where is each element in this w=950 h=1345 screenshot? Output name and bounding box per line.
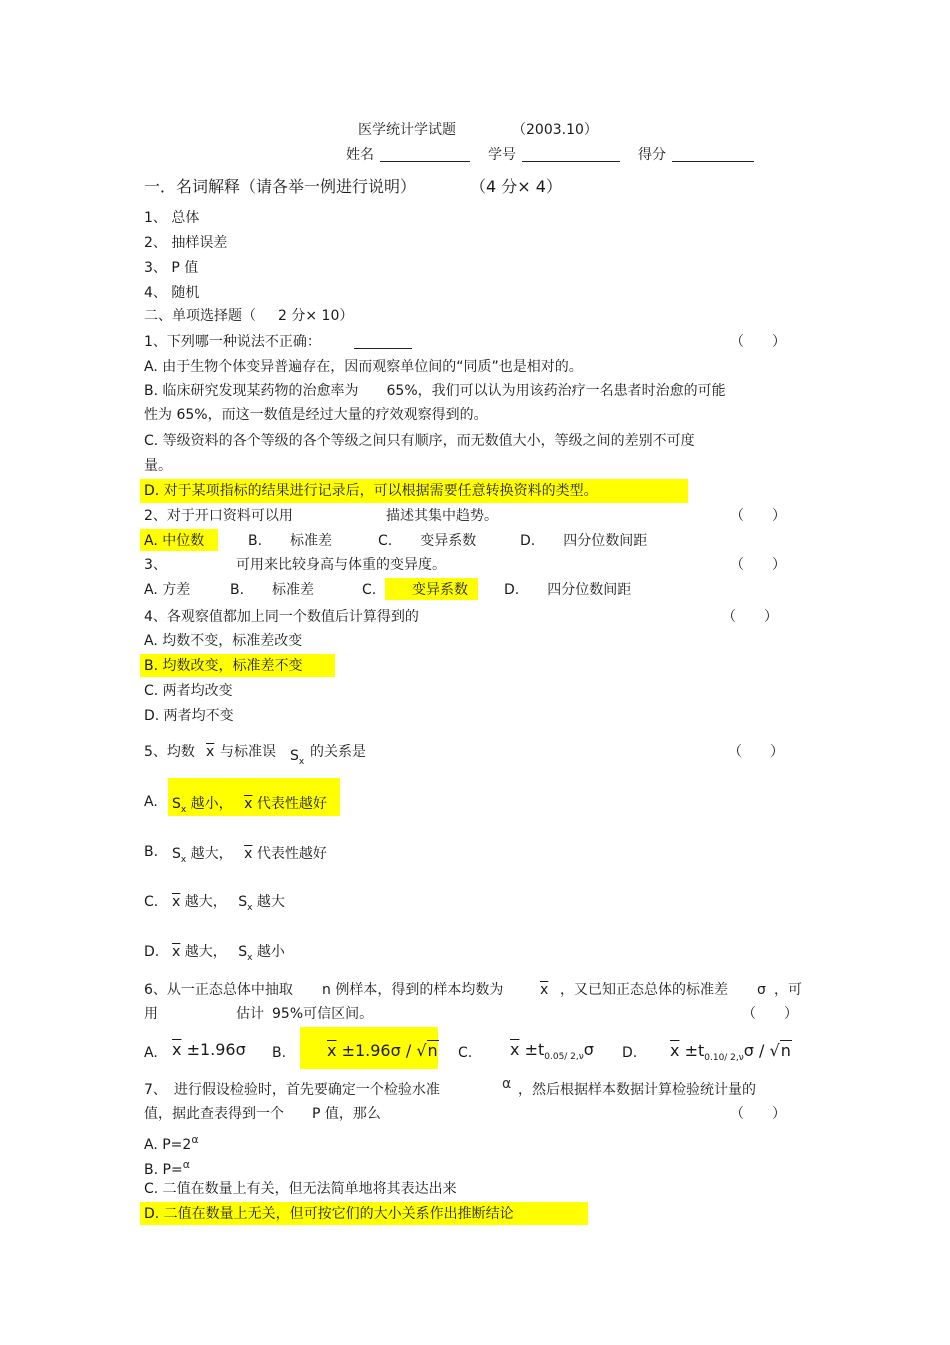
q2-option-b: B. 标准差 xyxy=(248,533,333,549)
q5-option-c: $\overline{x}$ 越大， $S_x$ 越大 xyxy=(172,894,285,913)
q1-option-a: A. 由于生物个体变异普遍存在，因而观察单位间的“同质”也是相对的。 xyxy=(144,359,583,375)
q2-stem-tail: 描述其集中趋势。 xyxy=(386,508,498,524)
q4-answer-paren: （ ） xyxy=(722,609,778,625)
q1-option-b-cont: 性为 65%，而这一数值是经过大量的疗效观察得到的。 xyxy=(144,407,488,423)
name-label: 姓名 xyxy=(346,147,374,163)
q5-stem: 5、均数 xyxy=(144,744,195,760)
q2-option-a: A. 中位数 xyxy=(144,533,205,549)
q1-answer-blank[interactable] xyxy=(354,348,412,349)
q6-stem-tail: ，可 xyxy=(774,982,802,998)
q6-option-c: $\overline{x} \pm t_{0.05/ 2,\nu}\sigma$ xyxy=(510,1040,594,1062)
q7-option-c: C. 二值在数量上有关，但无法简单地将其表达出来 xyxy=(144,1181,457,1197)
q6-stem-mid: ，又已知正态总体的标准差 xyxy=(560,982,728,998)
q4-option-a: A. 均数不变，标准差改变 xyxy=(144,633,303,649)
q7-stem-tail: ，然后根据样本数据计算检验统计量的 xyxy=(518,1082,756,1098)
q1-option-c-cont: 量。 xyxy=(144,458,172,474)
student-id-label: 学号 xyxy=(488,147,516,163)
q6-stem-line2-c: 95%可信区间。 xyxy=(272,1006,374,1022)
term-item: 1、 总体 xyxy=(144,210,200,226)
q6-xbar-symbol: $\overline{x}$ xyxy=(540,982,549,998)
q1-option-b: B. 临床研究发现某药物的治愈率为 65%，我们可以认为用该药治疗一名患者时治愈的可能 xyxy=(144,383,726,399)
q7-option-b: B. P=$^\alpha$ xyxy=(144,1158,190,1178)
student-id-field[interactable] xyxy=(522,161,620,162)
q6-answer-paren: （ ） xyxy=(742,1006,798,1022)
q1-stem: 1、下列哪一种说法不正确： xyxy=(144,334,321,350)
q6-stem-line2: 用 xyxy=(144,1006,158,1022)
page-title: 医学统计学试题 xyxy=(358,122,456,138)
q4-option-c: C. 两者均改变 xyxy=(144,683,233,699)
section2-heading: 二、单项选择题（ xyxy=(144,308,256,324)
q7-stem-line2: 值，据此查表得到一个 P 值，那么 xyxy=(144,1106,381,1122)
q5-option-a: $S_x$ 越小， $\overline{x}$ 代表性越好 xyxy=(172,796,327,815)
q3-option-c: 变异系数 xyxy=(412,582,468,598)
q3-stem: 可用来比较身高与体重的变异度。 xyxy=(236,557,446,573)
name-field[interactable] xyxy=(380,161,470,162)
q5-option-b-letter: B. xyxy=(144,844,159,860)
q1-option-c: C. 等级资料的各个等级的各个等级之间只有顺序，而无数值大小，等级之间的差别不可度 xyxy=(144,433,695,449)
q2-option-c: C. 变异系数 xyxy=(378,533,477,549)
q7-stem: 7、 进行假设检验时，首先要确定一个检验水准 xyxy=(144,1082,440,1098)
q6-option-b: $\overline{x} \pm 1.96\sigma / √n$ xyxy=(327,1041,438,1060)
q7-option-a: A. $P=2^\alpha$ xyxy=(144,1133,199,1153)
term-item: 3、 P 值 xyxy=(144,260,199,276)
q5-stem-tail: 的关系是 xyxy=(310,744,366,760)
q7-answer-paren: （ ） xyxy=(730,1106,786,1122)
section2-points: 2 分× 10） xyxy=(278,308,354,324)
q3-option-b: B. 标准差 xyxy=(230,582,315,598)
q6-option-a: $\overline{x} \pm 1.96\sigma$ xyxy=(172,1040,246,1059)
q6-sigma-symbol: σ xyxy=(757,982,766,998)
q6-stem: 6、从一正态总体中抽取 xyxy=(144,982,293,998)
score-field[interactable] xyxy=(672,161,754,162)
q5-xbar-symbol: $\overline{x}$ xyxy=(206,744,215,760)
q6-option-a-letter: A. xyxy=(144,1045,158,1061)
q2-answer-paren: （ ） xyxy=(730,508,786,524)
q2-stem: 2、对于开口资料可以用 xyxy=(144,508,293,524)
q3-answer-paren: （ ） xyxy=(730,557,786,573)
q5-stem-mid: 与标准误 xyxy=(220,744,276,760)
score-label: 得分 xyxy=(638,147,666,163)
section1-points: （4 分× 4） xyxy=(470,177,562,196)
q6-option-d-letter: D. xyxy=(622,1045,638,1061)
q5-option-a-letter: A. xyxy=(144,794,158,810)
q6-stem-line2-b: 估计 xyxy=(236,1006,264,1022)
q3-number: 3、 xyxy=(144,557,167,573)
q5-se-symbol: $S_x$ xyxy=(290,748,305,767)
q5-option-d-letter: D. xyxy=(144,944,160,960)
q5-option-c-letter: C. xyxy=(144,894,159,910)
q2-option-d: D. 四分位数间距 xyxy=(520,533,648,549)
q4-option-d: D. 两者均不变 xyxy=(144,708,234,724)
q5-option-b: $S_x$ 越大， $\overline{x}$ 代表性越好 xyxy=(172,846,327,865)
q7-alpha-symbol: α xyxy=(502,1076,512,1092)
q4-stem: 4、各观察值都加上同一个数值后计算得到的 xyxy=(144,609,419,625)
term-item: 4、 随机 xyxy=(144,285,200,301)
q4-option-b: B. 均数改变，标准差不变 xyxy=(144,658,303,674)
q7-option-d: D. 二值在数量上无关，但可按它们的大小关系作出推断结论 xyxy=(144,1206,514,1222)
q3-option-d: D. 四分位数间距 xyxy=(504,582,632,598)
q5-option-d: $\overline{x}$ 越大， $S_x$ 越小 xyxy=(172,944,285,963)
q6-option-b-letter: B. xyxy=(272,1045,287,1061)
q1-option-d: D. 对于某项指标的结果进行记录后，可以根据需要任意转换资料的类型。 xyxy=(144,483,598,499)
section1-heading: 一．名词解释（请各举一例进行说明） xyxy=(144,177,417,196)
q3-option-c-letter: C. xyxy=(362,582,377,598)
q3-option-a: A. 方差 xyxy=(144,582,191,598)
term-item: 2、 抽样误差 xyxy=(144,235,228,251)
q6-option-d: $\overline{x} \pm t_{0.10/ 2,\nu}\sigma / √n$ xyxy=(670,1041,791,1063)
q1-answer-paren: （ ） xyxy=(730,334,786,350)
q6-option-c-letter: C. xyxy=(458,1045,473,1061)
q5-answer-paren: （ ） xyxy=(728,744,784,760)
q6-stem-n: n 例样本，得到的样本均数为 xyxy=(322,982,504,998)
exam-date: （2003.10） xyxy=(512,122,598,138)
